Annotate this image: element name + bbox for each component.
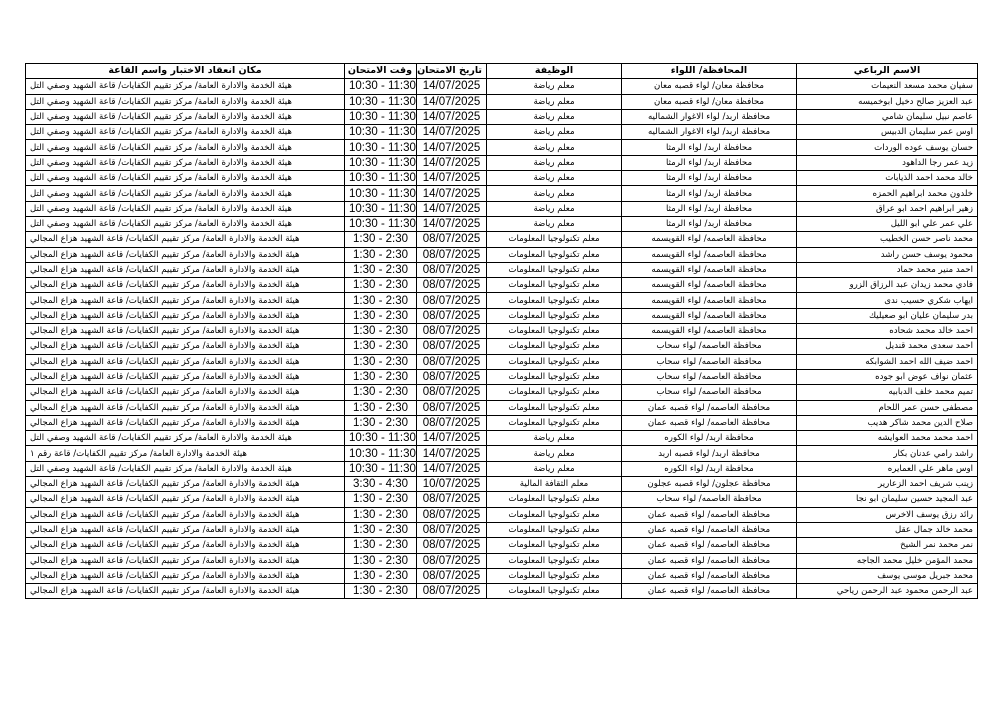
cell-job: معلم رياضة: [487, 155, 622, 170]
cell-province: محافظة معان/ لواء قصبه معان: [622, 94, 797, 109]
cell-name: خلدون محمد ابراهيم الحمزه: [797, 186, 978, 201]
cell-location: هيئة الخدمة والادارة العامة/ مركز تقييم الكفايات/ قاعة الشهيد وصفي التل: [26, 79, 345, 94]
cell-job: معلم تكنولوجيا المعلومات: [487, 584, 622, 599]
table-row: [26, 79, 978, 94]
cell-exam-time: 1:30 - 2:30: [345, 507, 417, 522]
table-row: [26, 522, 978, 537]
cell-name: احمد سعدى محمد قنديل: [797, 339, 978, 354]
cell-exam-date: 14/07/2025: [417, 216, 487, 231]
cell-job: معلم تكنولوجيا المعلومات: [487, 293, 622, 308]
table-row: [26, 385, 978, 400]
cell-name: محمود يوسف حسن راشد: [797, 247, 978, 262]
cell-name: تميم محمد خلف الدبابيه: [797, 385, 978, 400]
cell-name: احمد منير محمد حماد: [797, 262, 978, 277]
cell-name: احمد محمد محمد العوايشه: [797, 431, 978, 446]
cell-exam-date: 08/07/2025: [417, 385, 487, 400]
cell-exam-date: 14/07/2025: [417, 171, 487, 186]
cell-province: محافظة معان/ لواء قصبه معان: [622, 79, 797, 94]
cell-province: محافظة العاصمه/ لواء قصبه عمان: [622, 538, 797, 553]
table-row: [26, 400, 978, 415]
cell-job: معلم تكنولوجيا المعلومات: [487, 339, 622, 354]
cell-job: معلم رياضة: [487, 171, 622, 186]
table-row: [26, 553, 978, 568]
cell-location: هيئة الخدمة والادارة العامة/ مركز تقييم الكفايات/ قاعة الشهيد هزاع المجالي: [26, 507, 345, 522]
cell-job: معلم تكنولوجيا المعلومات: [487, 354, 622, 369]
cell-name: ايهاب شكري حسيب ندى: [797, 293, 978, 308]
cell-province: محافظة العاصمه/ لواء سحاب: [622, 369, 797, 384]
cell-exam-time: 10:30 - 11:30: [345, 446, 417, 461]
cell-exam-time: 1:30 - 2:30: [345, 369, 417, 384]
cell-location: هيئة الخدمة والادارة العامة/ مركز تقييم الكفايات/ قاعة الشهيد هزاع المجالي: [26, 324, 345, 339]
cell-exam-time: 1:30 - 2:30: [345, 293, 417, 308]
header-location: مكان انعقاد الاختبار واسم القاعة: [26, 64, 345, 79]
cell-province: محافظة العاصمه/ لواء قصبه عمان: [622, 522, 797, 537]
table-row: [26, 140, 978, 155]
cell-exam-date: 14/07/2025: [417, 140, 487, 155]
cell-location: هيئة الخدمة والادارة العامة/ مركز تقييم الكفايات/ قاعة الشهيد هزاع المجالي: [26, 262, 345, 277]
cell-province: محافظة اربد/ لواء قصبه اربد: [622, 446, 797, 461]
cell-province: محافظة العاصمه/ لواء سحاب: [622, 385, 797, 400]
cell-location: هيئة الخدمة والادارة العامة/ مركز تقييم الكفايات/ قاعة الشهيد هزاع المجالي: [26, 354, 345, 369]
cell-location: هيئة الخدمة والادارة العامة/ مركز تقييم الكفايات/ قاعة الشهيد هزاع المجالي: [26, 308, 345, 323]
cell-exam-date: 08/07/2025: [417, 492, 487, 507]
cell-job: معلم تكنولوجيا المعلومات: [487, 385, 622, 400]
cell-location: هيئة الخدمة والادارة العامة/ مركز تقييم الكفايات/ قاعة الشهيد هزاع المجالي: [26, 477, 345, 492]
cell-name: اوس عمر سليمان الدبيس: [797, 125, 978, 140]
header-province: المحافظة/ اللواء: [622, 64, 797, 79]
cell-province: محافظة عجلون/ لواء قصبه عجلون: [622, 477, 797, 492]
cell-job: معلم تكنولوجيا المعلومات: [487, 278, 622, 293]
cell-location: هيئة الخدمة والادارة العامة/ مركز تقييم الكفايات/ قاعة الشهيد هزاع المجالي: [26, 400, 345, 415]
cell-exam-time: 10:30 - 11:30: [345, 109, 417, 124]
cell-exam-time: 10:30 - 11:30: [345, 431, 417, 446]
cell-exam-time: 1:30 - 2:30: [345, 538, 417, 553]
cell-exam-date: 08/07/2025: [417, 232, 487, 247]
cell-location: هيئة الخدمة والادارة العامة/ مركز تقييم الكفايات/ قاعة الشهيد وصفي التل: [26, 461, 345, 476]
cell-exam-time: 1:30 - 2:30: [345, 584, 417, 599]
cell-name: عبد العزيز صالح دخيل ابوخميسه: [797, 94, 978, 109]
cell-name: عبد الرحمن محمود عبد الرحمن رياحي: [797, 584, 978, 599]
cell-province: محافظة اربد/ لواء الرمثا: [622, 201, 797, 216]
cell-exam-date: 08/07/2025: [417, 293, 487, 308]
cell-name: مصطفى حسن عمر اللحام: [797, 400, 978, 415]
header-name: الاسم الرباعي: [797, 64, 978, 79]
header-job: الوظيفة: [487, 64, 622, 79]
cell-province: محافظة اربد/ لواء الرمثا: [622, 155, 797, 170]
cell-job: معلم تكنولوجيا المعلومات: [487, 538, 622, 553]
cell-location: هيئة الخدمة والادارة العامة/ مركز تقييم الكفايات/ قاعة الشهيد وصفي التل: [26, 186, 345, 201]
cell-exam-date: 14/07/2025: [417, 109, 487, 124]
cell-province: محافظة العاصمه/ لواء قصبه عمان: [622, 400, 797, 415]
cell-location: هيئة الخدمة والادارة العامة/ مركز تقييم الكفايات/ قاعة الشهيد هزاع المجالي: [26, 385, 345, 400]
cell-location: هيئة الخدمة والادارة العامة/ مركز تقييم الكفايات/ قاعة الشهيد وصفي التل: [26, 216, 345, 231]
cell-exam-time: 1:30 - 2:30: [345, 415, 417, 430]
cell-exam-time: 1:30 - 2:30: [345, 354, 417, 369]
cell-name: سفيان محمد مسعد النعيمات: [797, 79, 978, 94]
cell-exam-date: 14/07/2025: [417, 461, 487, 476]
cell-name: زهير ابراهيم احمد ابو عراق: [797, 201, 978, 216]
cell-exam-date: 08/07/2025: [417, 584, 487, 599]
cell-location: هيئة الخدمة والادارة العامة/ مركز تقييم الكفايات/ قاعة الشهيد هزاع المجالي: [26, 492, 345, 507]
cell-exam-date: 08/07/2025: [417, 339, 487, 354]
table-row: [26, 369, 978, 384]
table-row: [26, 186, 978, 201]
cell-exam-time: 10:30 - 11:30: [345, 125, 417, 140]
cell-exam-date: 10/07/2025: [417, 477, 487, 492]
cell-exam-date: 08/07/2025: [417, 262, 487, 277]
cell-province: محافظة العاصمه/ لواء القويسمه: [622, 308, 797, 323]
cell-job: معلم رياضة: [487, 461, 622, 476]
cell-exam-date: 14/07/2025: [417, 155, 487, 170]
cell-exam-date: 08/07/2025: [417, 278, 487, 293]
cell-name: احمد ضيف الله احمد الشوابكه: [797, 354, 978, 369]
cell-job: معلم رياضة: [487, 186, 622, 201]
table-row: [26, 247, 978, 262]
cell-name: محمد جبريل موسى يوسف: [797, 568, 978, 583]
cell-job: معلم رياضة: [487, 140, 622, 155]
cell-location: هيئة الخدمة والادارة العامة/ مركز تقييم الكفايات/ قاعة الشهيد هزاع المجالي: [26, 339, 345, 354]
table-body: [26, 79, 978, 599]
cell-exam-date: 14/07/2025: [417, 79, 487, 94]
cell-name: فادي محمد زيدان عبد الرزاق الزرو: [797, 278, 978, 293]
cell-name: محمد ناصر حسن الخطيب: [797, 232, 978, 247]
cell-name: خالد محمد احمد الذيابات: [797, 171, 978, 186]
cell-location: هيئة الخدمة والادارة العامة/ مركز تقييم الكفايات/ قاعة الشهيد هزاع المجالي: [26, 522, 345, 537]
cell-name: حسان يوسف عوده الوردات: [797, 140, 978, 155]
cell-location: هيئة الخدمة والادارة العامة/ مركز تقييم الكفايات/ قاعة الشهيد وصفي التل: [26, 94, 345, 109]
table-row: [26, 324, 978, 339]
cell-exam-time: 10:30 - 11:30: [345, 94, 417, 109]
cell-province: محافظة العاصمه/ لواء قصبه عمان: [622, 415, 797, 430]
cell-job: معلم رياضة: [487, 431, 622, 446]
table-row: [26, 354, 978, 369]
cell-name: زينب شريف احمد الزعارير: [797, 477, 978, 492]
cell-province: محافظة اربد/ لواء الرمثا: [622, 140, 797, 155]
cell-province: محافظة اربد/ لواء الكوره: [622, 461, 797, 476]
cell-location: هيئة الخدمة والادارة العامة/ مركز تقييم الكفايات/ قاعة الشهيد وصفي التل: [26, 431, 345, 446]
cell-exam-time: 3:30 - 4:30: [345, 477, 417, 492]
cell-job: معلم رياضة: [487, 125, 622, 140]
cell-exam-date: 08/07/2025: [417, 308, 487, 323]
cell-job: معلم رياضة: [487, 201, 622, 216]
cell-exam-date: 08/07/2025: [417, 568, 487, 583]
cell-exam-time: 10:30 - 11:30: [345, 216, 417, 231]
cell-job: معلم رياضة: [487, 446, 622, 461]
cell-province: محافظة العاصمه/ لواء قصبه عمان: [622, 507, 797, 522]
table-row: [26, 339, 978, 354]
cell-location: هيئة الخدمة والادارة العامة/ مركز تقييم الكفايات/ قاعة الشهيد هزاع المجالي: [26, 538, 345, 553]
header-exam-date: تاريخ الامتحان: [417, 64, 487, 79]
cell-job: معلم رياضة: [487, 94, 622, 109]
table-row: [26, 171, 978, 186]
table-row: [26, 262, 978, 277]
cell-province: محافظة اربد/ لواء الاغوار الشماليه: [622, 109, 797, 124]
cell-job: معلم تكنولوجيا المعلومات: [487, 324, 622, 339]
table-row: [26, 477, 978, 492]
cell-job: معلم تكنولوجيا المعلومات: [487, 247, 622, 262]
cell-province: محافظة العاصمه/ لواء سحاب: [622, 492, 797, 507]
cell-exam-date: 08/07/2025: [417, 369, 487, 384]
table-row: [26, 568, 978, 583]
cell-province: محافظة العاصمه/ لواء القويسمه: [622, 232, 797, 247]
table-row: [26, 155, 978, 170]
cell-exam-time: 1:30 - 2:30: [345, 324, 417, 339]
cell-location: هيئة الخدمة والادارة العامة/ مركز تقييم الكفايات/ قاعة الشهيد وصفي التل: [26, 125, 345, 140]
cell-exam-date: 14/07/2025: [417, 201, 487, 216]
cell-name: احمد خالد محمد شحاده: [797, 324, 978, 339]
cell-exam-time: 1:30 - 2:30: [345, 553, 417, 568]
cell-name: محمد خالد جمال عقل: [797, 522, 978, 537]
cell-exam-time: 1:30 - 2:30: [345, 400, 417, 415]
cell-name: عبد المجيد حسين سليمان ابو نجا: [797, 492, 978, 507]
cell-exam-date: 08/07/2025: [417, 538, 487, 553]
cell-exam-date: 08/07/2025: [417, 522, 487, 537]
cell-name: بدر سليمان عليان ابو صعيليك: [797, 308, 978, 323]
cell-job: معلم تكنولوجيا المعلومات: [487, 369, 622, 384]
table-row: [26, 278, 978, 293]
table-row: [26, 492, 978, 507]
cell-location: هيئة الخدمة والادارة العامة/ مركز تقييم الكفايات/ قاعة الشهيد هزاع المجالي: [26, 553, 345, 568]
cell-exam-time: 10:30 - 11:30: [345, 171, 417, 186]
cell-exam-date: 14/07/2025: [417, 94, 487, 109]
cell-province: محافظة العاصمه/ لواء قصبه عمان: [622, 553, 797, 568]
cell-name: عاصم نبيل سليمان شامي: [797, 109, 978, 124]
cell-job: معلم تكنولوجيا المعلومات: [487, 400, 622, 415]
cell-exam-date: 14/07/2025: [417, 186, 487, 201]
table-row: [26, 216, 978, 231]
cell-job: معلم الثقافة المالية: [487, 477, 622, 492]
table-row: [26, 201, 978, 216]
cell-exam-date: 08/07/2025: [417, 247, 487, 262]
cell-exam-date: 14/07/2025: [417, 446, 487, 461]
table-row: [26, 446, 978, 461]
cell-job: معلم رياضة: [487, 79, 622, 94]
cell-province: محافظة اربد/ لواء الاغوار الشماليه: [622, 125, 797, 140]
cell-province: محافظة اربد/ لواء الكوره: [622, 431, 797, 446]
table-row: [26, 125, 978, 140]
cell-job: معلم تكنولوجيا المعلومات: [487, 308, 622, 323]
cell-name: اوس ماهر علي العمايره: [797, 461, 978, 476]
cell-exam-time: 1:30 - 2:30: [345, 247, 417, 262]
table-row: [26, 232, 978, 247]
cell-location: هيئة الخدمة والادارة العامة/ مركز تقييم الكفايات/ قاعة الشهيد وصفي التل: [26, 201, 345, 216]
cell-job: معلم رياضة: [487, 109, 622, 124]
cell-province: محافظة اربد/ لواء الرمثا: [622, 216, 797, 231]
cell-name: رائد رزق يوسف الاخرس: [797, 507, 978, 522]
cell-location: هيئة الخدمة والادارة العامة/ مركز تقييم الكفايات/ قاعة الشهيد هزاع المجالي: [26, 369, 345, 384]
cell-exam-time: 1:30 - 2:30: [345, 278, 417, 293]
cell-exam-time: 1:30 - 2:30: [345, 232, 417, 247]
cell-exam-date: 14/07/2025: [417, 431, 487, 446]
cell-job: معلم تكنولوجيا المعلومات: [487, 507, 622, 522]
table-row: [26, 109, 978, 124]
cell-location: هيئة الخدمة والادارة العامة/ مركز تقييم الكفايات/ قاعة الشهيد هزاع المجالي: [26, 232, 345, 247]
cell-location: هيئة الخدمة والادارة العامة/ مركز تقييم الكفايات/ قاعة الشهيد هزاع المجالي: [26, 293, 345, 308]
cell-exam-time: 1:30 - 2:30: [345, 339, 417, 354]
cell-province: محافظة العاصمه/ لواء القويسمه: [622, 247, 797, 262]
table-row: [26, 584, 978, 599]
cell-exam-time: 10:30 - 11:30: [345, 201, 417, 216]
cell-job: معلم تكنولوجيا المعلومات: [487, 415, 622, 430]
cell-province: محافظة العاصمه/ لواء القويسمه: [622, 262, 797, 277]
cell-location: هيئة الخدمة والادارة العامة/ مركز تقييم الكفايات/ قاعة رقم ١: [26, 446, 345, 461]
cell-province: محافظة العاصمه/ لواء القويسمه: [622, 278, 797, 293]
cell-exam-time: 1:30 - 2:30: [345, 262, 417, 277]
cell-location: هيئة الخدمة والادارة العامة/ مركز تقييم الكفايات/ قاعة الشهيد هزاع المجالي: [26, 247, 345, 262]
table-row: [26, 94, 978, 109]
table-row: [26, 308, 978, 323]
cell-exam-date: 08/07/2025: [417, 553, 487, 568]
cell-province: محافظة العاصمه/ لواء القويسمه: [622, 293, 797, 308]
cell-province: محافظة العاصمه/ لواء القويسمه: [622, 324, 797, 339]
cell-location: هيئة الخدمة والادارة العامة/ مركز تقييم الكفايات/ قاعة الشهيد هزاع المجالي: [26, 568, 345, 583]
cell-province: محافظة اربد/ لواء الرمثا: [622, 186, 797, 201]
cell-exam-time: 10:30 - 11:30: [345, 79, 417, 94]
cell-exam-date: 14/07/2025: [417, 125, 487, 140]
cell-location: هيئة الخدمة والادارة العامة/ مركز تقييم الكفايات/ قاعة الشهيد وصفي التل: [26, 109, 345, 124]
cell-location: هيئة الخدمة والادارة العامة/ مركز تقييم الكفايات/ قاعة الشهيد هزاع المجالي: [26, 278, 345, 293]
cell-exam-time: 1:30 - 2:30: [345, 492, 417, 507]
cell-name: نمر محمد نمر الشيخ: [797, 538, 978, 553]
cell-job: معلم تكنولوجيا المعلومات: [487, 522, 622, 537]
cell-province: محافظة اربد/ لواء الرمثا: [622, 171, 797, 186]
exam-schedule-table: [25, 63, 978, 599]
cell-exam-time: 10:30 - 11:30: [345, 140, 417, 155]
cell-exam-date: 08/07/2025: [417, 507, 487, 522]
table-row: [26, 538, 978, 553]
cell-name: عثمان نواف عوض ابو جوده: [797, 369, 978, 384]
cell-exam-time: 1:30 - 2:30: [345, 308, 417, 323]
cell-location: هيئة الخدمة والادارة العامة/ مركز تقييم الكفايات/ قاعة الشهيد وصفي التل: [26, 155, 345, 170]
cell-exam-time: 10:30 - 11:30: [345, 186, 417, 201]
table-row: [26, 507, 978, 522]
cell-exam-time: 10:30 - 11:30: [345, 155, 417, 170]
cell-province: محافظة العاصمه/ لواء سحاب: [622, 339, 797, 354]
cell-name: علي عمر علي ابو الليل: [797, 216, 978, 231]
cell-job: معلم تكنولوجيا المعلومات: [487, 262, 622, 277]
cell-name: محمد المؤمن خليل محمد الجاجه: [797, 553, 978, 568]
cell-exam-time: 1:30 - 2:30: [345, 568, 417, 583]
cell-job: معلم تكنولوجيا المعلومات: [487, 568, 622, 583]
cell-exam-time: 1:30 - 2:30: [345, 522, 417, 537]
cell-location: هيئة الخدمة والادارة العامة/ مركز تقييم الكفايات/ قاعة الشهيد وصفي التل: [26, 140, 345, 155]
table-row: [26, 431, 978, 446]
cell-province: محافظة العاصمه/ لواء سحاب: [622, 354, 797, 369]
cell-location: هيئة الخدمة والادارة العامة/ مركز تقييم الكفايات/ قاعة الشهيد وصفي التل: [26, 171, 345, 186]
cell-name: صلاح الدين محمد شاكر هديب: [797, 415, 978, 430]
cell-name: راشد رامي عدنان بكار: [797, 446, 978, 461]
cell-job: معلم رياضة: [487, 216, 622, 231]
cell-exam-date: 08/07/2025: [417, 324, 487, 339]
table-row: [26, 293, 978, 308]
cell-exam-time: 10:30 - 11:30: [345, 461, 417, 476]
cell-job: معلم تكنولوجيا المعلومات: [487, 232, 622, 247]
cell-location: هيئة الخدمة والادارة العامة/ مركز تقييم الكفايات/ قاعة الشهيد هزاع المجالي: [26, 415, 345, 430]
cell-location: هيئة الخدمة والادارة العامة/ مركز تقييم الكفايات/ قاعة الشهيد هزاع المجالي: [26, 584, 345, 599]
table-row: [26, 461, 978, 476]
cell-exam-date: 08/07/2025: [417, 415, 487, 430]
cell-province: محافظة العاصمه/ لواء قصبه عمان: [622, 568, 797, 583]
cell-job: معلم تكنولوجيا المعلومات: [487, 553, 622, 568]
table-row: [26, 415, 978, 430]
cell-exam-date: 08/07/2025: [417, 400, 487, 415]
cell-exam-time: 1:30 - 2:30: [345, 385, 417, 400]
cell-job: معلم تكنولوجيا المعلومات: [487, 492, 622, 507]
header-row: [26, 64, 978, 79]
cell-name: زيد عمر رجا الداهود: [797, 155, 978, 170]
header-exam-time: وقت الامتحان: [345, 64, 417, 79]
cell-exam-date: 08/07/2025: [417, 354, 487, 369]
cell-province: محافظة العاصمه/ لواء قصبه عمان: [622, 584, 797, 599]
